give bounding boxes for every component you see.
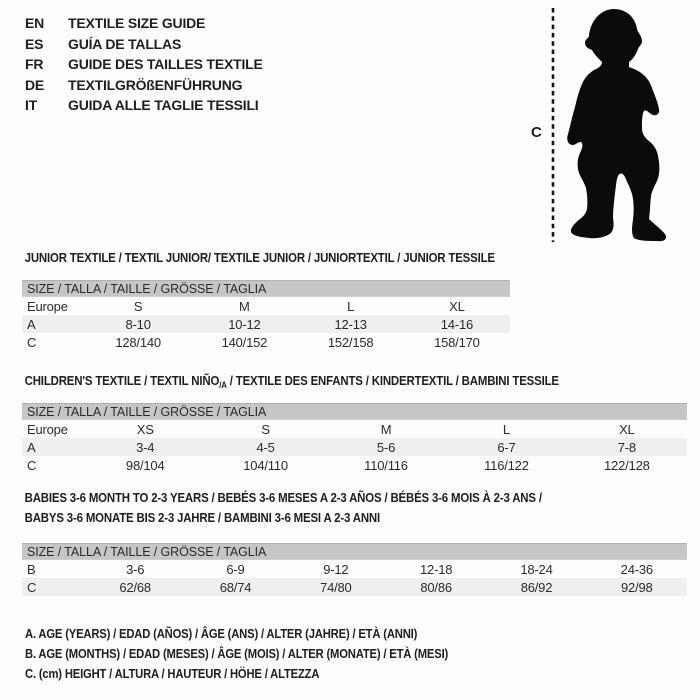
size-cell: 6-7: [497, 439, 516, 455]
row-label: Europe: [27, 421, 68, 437]
table-title: [22, 488, 607, 528]
language-code: ES: [25, 35, 44, 52]
baby-silhouette-shape: [567, 9, 666, 241]
size-cell: M: [380, 421, 392, 437]
size-cell: 3-4: [136, 439, 155, 455]
size-cell: 5-6: [376, 439, 396, 455]
size-cell: XL: [449, 298, 465, 314]
size-cell: 110/116: [364, 457, 408, 473]
size-cell: S: [261, 421, 270, 437]
size-cell: 152/158: [327, 334, 374, 350]
language-label: GUÍA DE TALLAS: [68, 35, 182, 52]
size-cell: 14-16: [440, 316, 473, 332]
size-cell: M: [239, 298, 250, 314]
size-cell: 104/110: [243, 457, 288, 473]
language-code: FR: [25, 56, 44, 73]
size-cell: 122/128: [604, 457, 650, 473]
measure-c-label: C: [531, 124, 542, 141]
size-cell: 4-5: [256, 439, 275, 455]
row-label: B: [27, 561, 36, 577]
language-code: DE: [25, 76, 45, 93]
language-code: IT: [25, 97, 38, 114]
size-cell: 6-9: [226, 561, 245, 577]
table-row: [22, 578, 687, 596]
size-cell: 86/92: [520, 579, 553, 595]
table-title-line: [25, 488, 608, 508]
size-cell: S: [133, 298, 143, 314]
size-cell: 62/68: [119, 579, 151, 595]
title-text: BABYS 3-6 MONATE BIS 2-3 JAHRE / BAMBINI 3-6 MESI A 2-3 ANNI: [24, 510, 381, 525]
babies-textile-table: [22, 488, 687, 596]
row-label: Europe: [27, 298, 68, 314]
table-row: [22, 456, 687, 474]
language-label: TEXTILE SIZE GUIDE: [68, 15, 206, 32]
size-cell: XS: [136, 421, 154, 437]
row-label: A: [27, 316, 36, 332]
size-cell: 74/80: [320, 579, 352, 595]
size-header-bar: SIZE / TALLA / TAILLE / GRÖSSE / TAGLIA: [22, 543, 687, 560]
table-title-line: [24, 250, 495, 266]
title-text: CHILDREN'S TEXTILE / TEXTIL NIÑO: [24, 373, 220, 388]
size-cell: 3-6: [126, 561, 145, 577]
table-title-line: [25, 508, 608, 528]
table-title-line: [25, 373, 608, 390]
size-header-bar: SIZE / TALLA / TAILLE / GRÖSSE / TAGLIA: [22, 403, 687, 420]
row-label: C: [27, 334, 37, 350]
language-code: EN: [25, 15, 45, 32]
size-cell: 10-12: [228, 316, 261, 332]
table-row: [22, 560, 687, 578]
baby-silhouette-icon: [530, 5, 696, 248]
table-row: [22, 438, 687, 456]
size-cell: L: [347, 298, 355, 314]
size-cell: 92/98: [621, 579, 653, 595]
childrens-textile-table: [22, 373, 687, 474]
size-cell: 12-18: [420, 561, 453, 577]
footnote-line: B. AGE (MONTHS) / EDAD (MESES) / ÂGE (MOIS) / ALTER (MONATE) / ETÀ (MESI): [25, 647, 449, 661]
table-row: [22, 333, 510, 351]
size-cell: 140/152: [221, 334, 268, 350]
size-cell: L: [502, 421, 510, 437]
language-row: [25, 95, 263, 116]
title-subscript: /A: [219, 380, 227, 390]
language-list: [25, 13, 263, 116]
table-row: [22, 297, 510, 315]
title-text: JUNIOR TEXTILE / TEXTIL JUNIOR/ TEXTILE JUNIOR / JUNIORTEXTIL / JUNIOR TESSILE: [24, 250, 495, 265]
title-text: BABIES 3-6 MONTH TO 2-3 YEARS / BEBÉS 3-6 MESES A 2-3 AÑOS / BÉBÉS 3-6 MOIS À 2-3 ANS /: [24, 490, 542, 505]
junior-textile-table: [22, 250, 510, 351]
language-row: [25, 75, 263, 96]
table-row: [22, 315, 510, 333]
size-cell: 24-36: [620, 561, 653, 577]
size-cell: 116/122: [484, 457, 529, 473]
language-row: [25, 54, 263, 75]
language-label: TEXTILGRÖßENFÜHRUNG: [68, 76, 243, 93]
size-cell: XL: [619, 421, 635, 437]
title-text: / TEXTILE DES ENFANTS / KINDERTEXTIL / BAMBINI TESSILE: [226, 373, 559, 388]
language-label: GUIDE DES TAILLES TEXTILE: [68, 56, 263, 73]
footnotes: [25, 624, 495, 684]
size-cell: 158/170: [434, 334, 480, 350]
language-row: [25, 34, 263, 55]
size-cell: 18-24: [520, 561, 553, 577]
row-label: A: [27, 439, 36, 455]
row-label: C: [27, 579, 37, 595]
table-title: [22, 373, 607, 390]
size-cell: 80/86: [420, 579, 452, 595]
table-row: [22, 420, 687, 438]
footnote-line: A. AGE (YEARS) / EDAD (AÑOS) / ÂGE (ANS) / ALTER (JAHRE) / ETÀ (ANNI): [25, 627, 418, 641]
measurement-figure: [530, 5, 696, 248]
table-title: [22, 250, 495, 266]
size-cell: 68/74: [219, 579, 252, 595]
size-cell: 128/140: [115, 334, 161, 350]
language-label: GUIDA ALLE TAGLIE TESSILI: [68, 97, 259, 114]
size-cell: 7-8: [617, 439, 636, 455]
row-label: C: [27, 457, 37, 473]
size-cell: 98/104: [125, 457, 165, 473]
size-header-bar: SIZE / TALLA / TAILLE / GRÖSSE / TAGLIA: [22, 280, 510, 297]
size-cell: 12-13: [334, 316, 367, 332]
size-cell: 8-10: [125, 316, 151, 332]
footnote-line: C. (cm) HEIGHT / ALTURA / HAUTEUR / HÖHE / ALTEZZA: [25, 667, 320, 681]
language-row: [25, 13, 263, 34]
size-cell: 9-12: [323, 561, 349, 577]
